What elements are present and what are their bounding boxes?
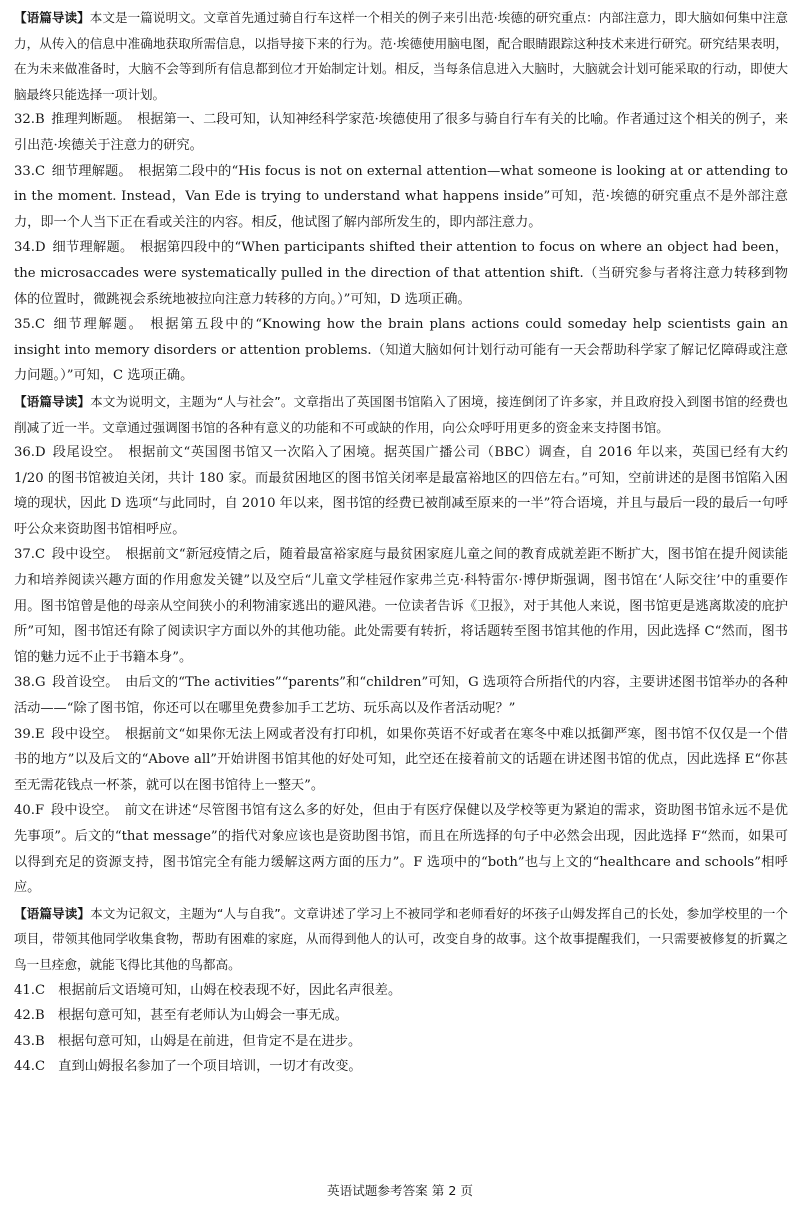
answer-item-35	[14, 312, 788, 389]
question-number: 43.	[14, 1033, 35, 1049]
question-number: 41.	[14, 982, 35, 998]
answer-letter: E	[34, 726, 45, 742]
explanation: 根据前文“英国图书馆又一次陷入了困境。据英国广播公司（BBC）调查，自 2016 年以来，英国已经有大约 1/20 的图书馆被迫关闭，共计 180 家。而最贫困地区的图书馆关闭率是最富裕地区的四倍左右。”可知，空前讲述的是图书馆陷入困境的现状，因此 D 选项“与此同时，自 2010 年以来，图书馆的经费已被削减至原来的一半”符合语境，并且与最后一段的最后一句呼吁公众来资助图书馆相呼应。	[14, 445, 788, 537]
question-number: 35.	[14, 317, 35, 333]
question-number: 33.	[14, 163, 35, 179]
answer-letter: F	[34, 803, 45, 819]
question-type: 段首设空。	[52, 675, 119, 691]
answer-letter: C	[34, 547, 46, 563]
question-type: 细节理解题。	[51, 163, 132, 179]
answer-item-37	[14, 542, 788, 670]
question-type: 段中设空。	[50, 803, 118, 819]
question-type: 段中设空。	[51, 726, 119, 742]
answer-item-34	[14, 235, 788, 312]
answer-item-42	[14, 1003, 788, 1029]
explanation: 根据第一、二段可知，认知神经科学家范·埃德使用了很多与骑自行车有关的比喻。作者通过这个相关的例子，来引出范·埃德关于注意力的研究。	[14, 112, 788, 153]
question-type: 段尾设空。	[52, 445, 122, 461]
question-number: 34.	[14, 240, 35, 256]
guide-text: 本文为记叙文，主题为“人与自我”。文章讲述了学习上不被同学和老师看好的坏孩子山姆发挥自己的长处，参加学校里的一个项目，带领其他同学收集食物，帮助有困难的家庭，从而得到他人的认可，改变自身的故事。这个故事提醒我们，一只需要被修复的折翼之鸟一旦痊愈，就能飞得比其他的鸟都高。	[14, 905, 788, 972]
explanation: 根据第五段中的“Knowing how the brain plans actions could someday help scientists gain an insight into memory disorders or attention problems.（知道大脑如何计划行动可能有一天会帮助科学家了解记忆障碍或注意力问题。）”可知，C 选项正确。	[14, 317, 789, 384]
guide-text: 本文为说明文，主题为“人与社会”。文章指出了英国图书馆陷入了困境，接连倒闭了许多家，并且政府投入到图书馆的经费也削减了近一半。文章通过强调图书馆的各种有意义的功能和不可或缺的作用，向公众呼吁用更多的资金来支持图书馆。	[14, 393, 788, 435]
answer-item-33	[14, 159, 788, 236]
answer-item-38	[14, 670, 788, 721]
question-type: 细节理解题。	[52, 240, 134, 256]
question-number: 40.	[14, 803, 35, 819]
question-number: 42.	[14, 1008, 35, 1024]
explanation: 根据第四段中的“When participants shifted their attention to focus on where an object had been，the microsaccades were systematically pulled in the direction of that attention shift.（当研究参与者将注意力转移到物体的位置时，微跳视会系统地被拉向注意力转移的方向。）”可知，D 选项正确。	[14, 240, 788, 307]
answer-letter: B	[34, 112, 45, 128]
explanation: 由后文的“The activities”“parents”和“children”可知，G 选项符合所指代的内容，主要讲述图书馆举办的各种活动——“除了图书馆，你还可以在哪里免费参加手工艺坊、玩乐高以及作者活动呢？”	[14, 675, 788, 717]
explanation: 根据第二段中的“His focus is not on external attention—what someone is looking at or attending to in the moment. Instead，Van Ede is trying to understand what happens inside”可知，范·埃德的研究重点不是外部注意力，即一个人当下正在看或关注的内容。相反，他试图了解内部所发生的，即内部注意力。	[14, 163, 788, 230]
answer-item-32	[14, 107, 788, 158]
answer-item-39	[14, 722, 788, 799]
explanation: 根据前后文语境可知，山姆在校表现不好，因此名声很差。	[58, 982, 402, 998]
reading-guide-cloze	[14, 901, 788, 978]
guide-label: 【语篇导读】	[14, 905, 91, 921]
answer-letter: C	[34, 317, 46, 333]
answer-item-44	[14, 1054, 788, 1080]
question-number: 37.	[14, 547, 35, 563]
question-number: 36.	[14, 445, 35, 461]
question-type: 细节理解题。	[51, 317, 144, 333]
answer-letter: B	[34, 1033, 45, 1049]
answer-letter: D	[34, 240, 46, 256]
answer-page	[14, 5, 788, 1080]
page-footer: 英语试题参考答案 第 2 页	[327, 1183, 473, 1198]
answer-letter: C	[34, 163, 46, 179]
guide-label: 【语篇导读】	[14, 10, 90, 25]
guide-label: 【语篇导读】	[14, 393, 91, 409]
explanation: 前文在讲述“尽管图书馆有这么多的好处，但由于有医疗保健以及学校等更为紧迫的需求，资助图书馆永远不是优先事项”。后文的“that message”的指代对象应该也是资助图书馆，而且在所选择的句子中必然会出现，因此选择 F“然而，如果可以得到充足的资源支持，图书馆完全有能力缓解这两方面的压力”。F 选项中的“both”也与上文的“healthcare and schools”相呼应。	[14, 803, 788, 896]
question-number: 39.	[14, 726, 35, 742]
answer-letter: D	[34, 445, 46, 461]
answer-item-36	[14, 440, 788, 542]
question-type: 段中设空。	[51, 547, 119, 563]
reading-guide-c	[14, 5, 788, 107]
explanation: 直到山姆报名参加了一个项目培训，一切才有改变。	[58, 1059, 362, 1075]
answer-item-40	[14, 798, 788, 900]
question-number: 38.	[14, 675, 35, 691]
explanation: 根据句意可知，山姆是在前进，但肯定不是在进步。	[57, 1033, 362, 1049]
answer-letter: C	[34, 982, 46, 998]
question-number: 32.	[14, 112, 35, 128]
reading-guide-d	[14, 389, 788, 440]
explanation: 根据句意可知，甚至有老师认为山姆会一事无成。	[57, 1008, 348, 1024]
explanation: 根据前文“如果你无法上网或者没有打印机，如果你英语不好或者在寒冬中难以抵御严寒，图书馆不仅仅是一个借书的地方”以及后文的“Above all”开始讲图书馆其他的好处可知，此空还在接着前文的话题在讲述图书馆的优点，因此选择 E“你甚至无需花钱点一杯茶，就可以在图书馆待上一整天”。	[14, 726, 788, 793]
answer-letter: G	[34, 675, 46, 691]
answer-letter: B	[34, 1008, 45, 1024]
guide-text: 本文是一篇说明文。文章首先通过骑自行车这样一个相关的例子来引出范·埃德的研究重点：内部注意力，即大脑如何集中注意力，从传入的信息中准确地获取所需信息，以指导接下来的行为。范·埃德使用脑电图，配合眼睛跟踪这种技术来进行研究。研究结果表明，在为未来做准备时，大脑不会等到所有信息都到位才开始制定计划。相反，当每条信息进入大脑时，大脑就会计划可能采取的行动，即使大脑最终只能选择一项计划。	[14, 10, 789, 102]
answer-letter: C	[34, 1059, 46, 1075]
answer-item-43	[14, 1029, 788, 1055]
answer-item-41	[14, 978, 788, 1004]
question-type: 推理判断题。	[51, 112, 131, 128]
explanation: 根据前文“新冠疫情之后，随着最富裕家庭与最贫困家庭儿童之间的教育成就差距不断扩大，图书馆在提升阅读能力和培养阅读兴趣方面的作用愈发关键”以及空后“儿童文学桂冠作家弗兰克·科特雷尔·博伊斯强调，图书馆在‘人际交往’中的重要作用。图书馆曾是他的母亲从空间狭小的利物浦家逃出的避风港。一位读者告诉《卫报》，对于其他人来说，图书馆更是逃离欺凌的庇护所”可知，图书馆还有除了阅读识字方面以外的其他功能。此处需要有转折，将话题转至图书馆其他的作用，因此选择 C“然而，图书馆的魅力远不止于书籍本身”。	[14, 547, 788, 665]
question-number: 44.	[14, 1059, 35, 1075]
